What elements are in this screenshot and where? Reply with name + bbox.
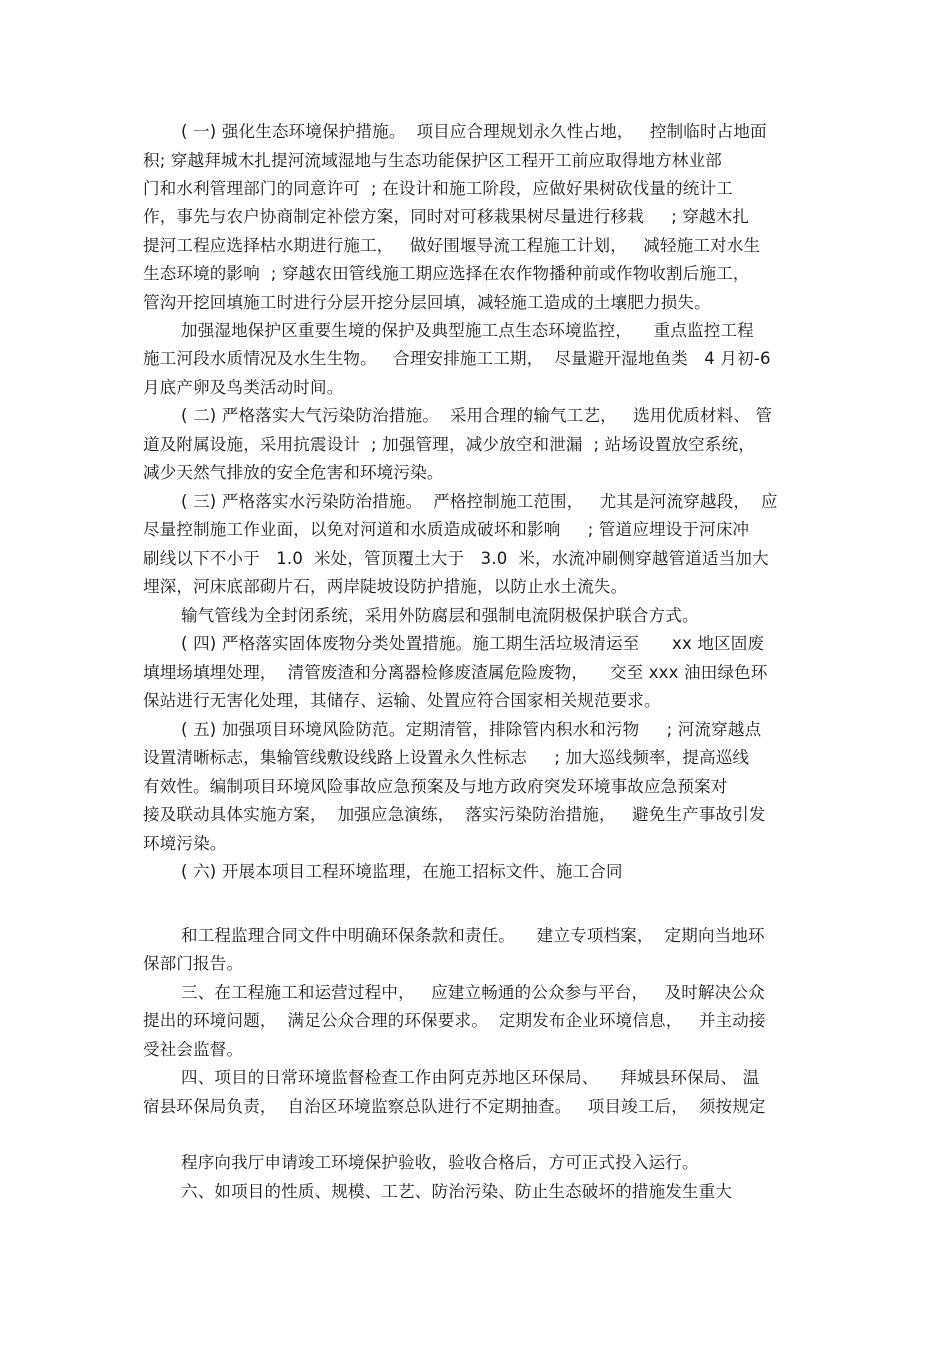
text-line: ( 四) 严格落实固体废物分类处置措施。施工期生活垃圾清运至 xx 地区固废	[181, 634, 765, 653]
text-line: ( 三) 严格落实水污染防治措施。 严格控制施工范围， 尤其是河流穿越段， 应	[181, 492, 778, 511]
text-line: 四、项目的日常环境监督检查工作由阿克苏地区环保局、 拜城县环保局、 温	[181, 1068, 760, 1087]
text-line: 三、在工程施工和运营过程中， 应建立畅通的公众参与平台， 及时解决公众	[181, 983, 765, 1002]
text-line: 埋深，河床底部砌片石，两岸陡坡设防护措施，以防止水土流失。	[143, 577, 628, 596]
text-line: ( 二) 严格落实大气污染防治措施。 采用合理的输气工艺， 选用优质材料、 管	[181, 406, 773, 425]
text-line: ( 五) 加强项目环境风险防范。定期清管，排除管内积水和污物 ; 河流穿越点	[181, 720, 762, 739]
text-line: ( 一) 强化生态环境保护措施。 项目应合理规划永久性占地， 控制临时占地面	[181, 122, 767, 141]
text-line: 门和水利管理部门的同意许可 ; 在设计和施工阶段，应做好果树砍伐量的统计工	[143, 179, 733, 198]
text-line: 月底产卵及鸟类活动时间。	[143, 378, 344, 397]
text-line: 刷线以下不小于 1.0 米处，管顶覆土大于 3.0 米，水流冲刷侧穿越管道适当加大	[143, 549, 769, 568]
text-line: 有效性。编制项目环境风险事故应急预案及与地方政府突发环境事故应急预案对	[143, 777, 728, 796]
text-line: 生态环境的影响 ; 穿越农田管线施工期应选择在农作物播种前或作物收割后施工，	[143, 264, 750, 283]
text-line: 填埋场填埋处理， 清管废渣和分离器检修废渣属危险废物， 交至 xxx 油田绿色环	[143, 663, 768, 682]
text-line: 尽量控制施工作业面，以免对河道和水质造成破坏和影响 ; 管道应埋设于河床冲	[143, 520, 750, 539]
text-line: 积; 穿越拜城木扎提河流域湿地与生态功能保护区工程开工前应取得地方林业部	[143, 151, 723, 170]
text-line: 受社会监督。	[143, 1040, 244, 1059]
text-line: 六、如项目的性质、规模、工艺、防治污染、防止生态破坏的措施发生重大	[181, 1182, 733, 1201]
text-line: 提河工程应选择枯水期进行施工， 做好围堰导流工程施工计划， 减轻施工对水生	[143, 236, 761, 255]
text-line: 保站进行无害化处理，其储存、运输、处置应符合国家相关规范要求。	[143, 691, 661, 710]
text-line: 管沟开挖回填施工时进行分层开挖分层回填，减轻施工造成的土壤肥力损失。	[143, 293, 711, 312]
text-line: 施工河段水质情况及水生生物。 合理安排施工工期， 尽量避开湿地鱼类 4 月初-6	[143, 349, 771, 368]
text-line: 接及联动具体实施方案， 加强应急演练， 落实污染防治措施， 避免生产事故引发	[143, 805, 766, 824]
text-line: 宿县环保局负责， 自治区环境监察总队进行不定期抽查。 项目竣工后， 须按规定	[143, 1097, 766, 1116]
text-line: 道及附属设施，采用抗震设计 ; 加强管理，减少放空和泄漏 ; 站场设置放空系统，	[143, 435, 755, 454]
text-line: 提出的环境问题， 满足公众合理的环保要求。 定期发布企业环境信息， 并主动接	[143, 1011, 766, 1030]
text-line: 输气管线为全封闭系统，采用外防腐层和强制电流阴极保护联合方式。	[181, 606, 699, 625]
text-line: 环境污染。	[143, 834, 227, 853]
text-line: ( 六) 开展本项目工程环境监理，在施工招标文件、施工合同	[181, 862, 623, 881]
text-line: 作，事先与农户协商制定补偿方案，同时对可移栽果树尽量进行移栽 ; 穿越木扎	[143, 207, 750, 226]
text-line: 加强湿地保护区重要生境的保护及典型施工点生态环境监控， 重点监控工程	[181, 321, 754, 340]
text-line: 减少天然气排放的安全危害和环境污染。	[143, 463, 444, 482]
text-line: 和工程监理合同文件中明确环保条款和责任。 建立专项档案， 定期向当地环	[181, 926, 765, 945]
text-line: 程序向我厅申请竣工环境保护验收，验收合格后，方可正式投入运行。	[181, 1153, 699, 1172]
text-line: 保部门报告。	[143, 954, 244, 973]
text-line: 设置清晰标志，集输管线敷设线路上设置永久性标志 ; 加大巡线频率，提高巡线	[143, 748, 750, 767]
